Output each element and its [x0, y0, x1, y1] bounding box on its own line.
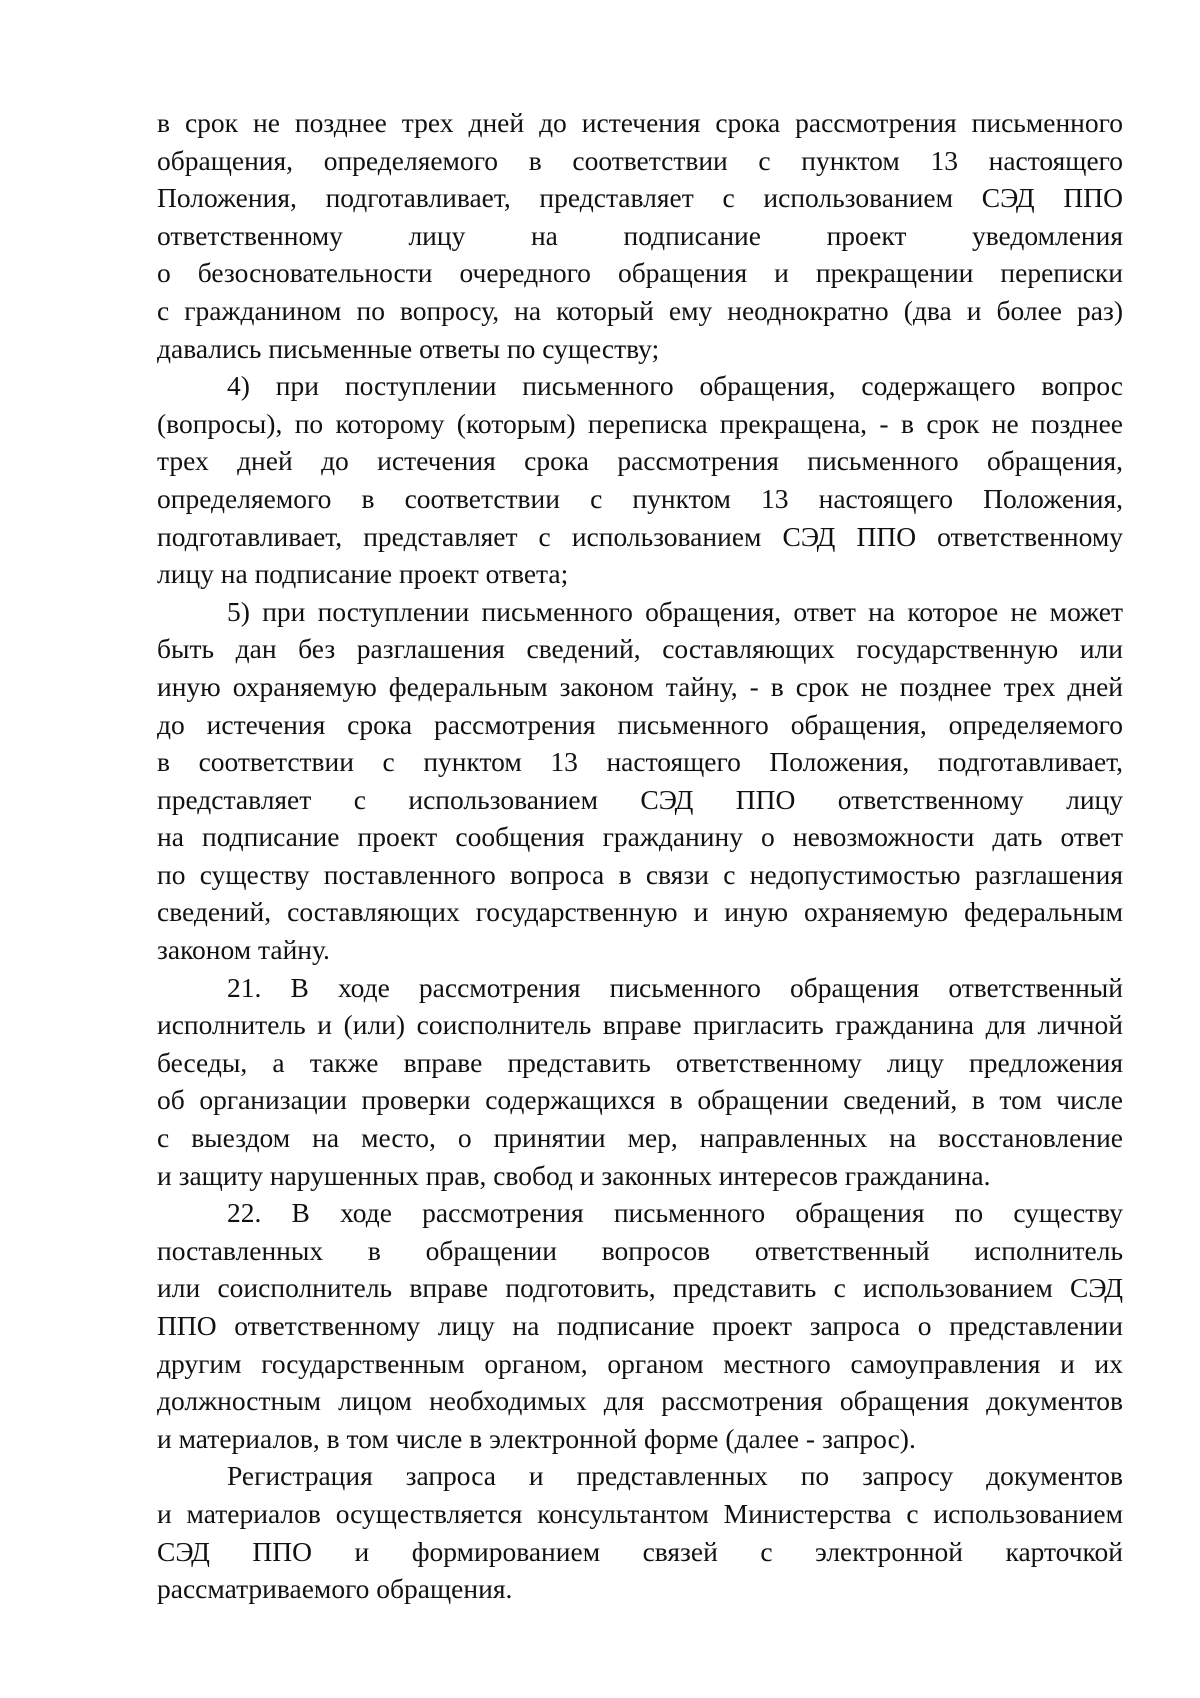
- text-line: о безосновательности очередного обращения и прекращении переписки: [157, 257, 1123, 289]
- text-line: давались письменные ответы по существу;: [157, 332, 660, 364]
- paragraph-item-4: [157, 367, 1123, 593]
- text-line: в срок не позднее трех дней до истечения срока рассмотрения письменного: [157, 107, 1123, 138]
- text-line: обращения, определяемого в соответствии с пунктом 13 настоящего: [157, 144, 1123, 176]
- text-line: с выездом на место, о принятии мер, направленных на восстановление: [157, 1122, 1123, 1154]
- text-line: иную охраняемую федеральным законом тайну, - в срок не позднее трех дней: [157, 670, 1123, 702]
- text-line: исполнитель и (или) соисполнитель вправе пригласить гражданина для личной: [157, 1009, 1123, 1041]
- paragraph-registration: [157, 1457, 1123, 1607]
- text-line: трех дней до истечения срока рассмотрения письменного обращения,: [157, 445, 1123, 477]
- text-line: до истечения срока рассмотрения письменного обращения, определяемого: [157, 708, 1123, 740]
- text-line: сведений, составляющих государственную и иную охраняемую федеральным: [157, 896, 1123, 928]
- paragraph-section-21: [157, 969, 1123, 1195]
- text-line: представляет с использованием СЭД ППО ответственному лицу: [157, 783, 1123, 815]
- text-line: подготавливает, представляет с использованием СЭД ППО ответственному: [157, 520, 1123, 552]
- document-page: [157, 104, 1123, 1608]
- text-line: СЭД ППО и формированием связей с электронной карточкой: [157, 1535, 1123, 1567]
- paragraph-section-22: [157, 1194, 1123, 1457]
- paragraph-item-5: [157, 593, 1123, 969]
- text-line: в соответствии с пунктом 13 настоящего Положения, подготавливает,: [157, 746, 1123, 778]
- text-line: на подписание проект сообщения гражданину о невозможности дать ответ: [157, 821, 1123, 853]
- text-line: лицу на подписание проект ответа;: [157, 558, 569, 590]
- text-line: другим государственным органом, органом местного самоуправления и их: [157, 1347, 1123, 1379]
- text-line: 4) при поступлении письменного обращения, содержащего вопрос: [227, 370, 1123, 402]
- text-line: должностным лицом необходимых для рассмотрения обращения документов: [157, 1385, 1123, 1417]
- text-line: об организации проверки содержащихся в обращении сведений, в том числе: [157, 1084, 1123, 1116]
- text-line: по существу поставленного вопроса в связи с недопустимостью разглашения: [157, 858, 1123, 890]
- text-line: ответственному лицу на подписание проект уведомления: [157, 219, 1123, 251]
- text-line: (вопросы), по которому (которым) переписка прекращена, - в срок не позднее: [157, 407, 1123, 439]
- text-line: с гражданином по вопросу, на который ему неоднократно (два и более раз): [157, 294, 1123, 326]
- text-line: ППО ответственному лицу на подписание проект запроса о представлении: [157, 1310, 1123, 1341]
- text-line: 5) при поступлении письменного обращения, ответ на которое не может: [227, 595, 1123, 627]
- text-line: 22. В ходе рассмотрения письменного обращения по существу: [227, 1197, 1123, 1229]
- text-line: определяемого в соответствии с пунктом 13 настоящего Положения,: [157, 482, 1123, 514]
- text-line: и материалов, в том числе в электронной форме (далее - запрос).: [157, 1422, 916, 1454]
- text-line: и материалов осуществляется консультантом Министерства с использованием: [157, 1497, 1123, 1529]
- text-line: беседы, а также вправе представить ответственному лицу предложения: [157, 1046, 1123, 1078]
- text-line: рассматриваемого обращения.: [157, 1573, 513, 1605]
- text-line: или соисполнитель вправе подготовить, представить с использованием СЭД: [157, 1272, 1123, 1304]
- text-line: быть дан без разглашения сведений, составляющих государственную или: [157, 633, 1123, 665]
- text-line: Положения, подготавливает, представляет с использованием СЭД ППО: [157, 182, 1123, 214]
- paragraph-continuation: [157, 104, 1123, 367]
- text-line: Регистрация запроса и представленных по запросу документов: [227, 1460, 1123, 1492]
- text-line: 21. В ходе рассмотрения письменного обращения ответственный: [227, 971, 1123, 1003]
- text-line: поставленных в обращении вопросов ответственный исполнитель: [157, 1234, 1123, 1266]
- text-line: законом тайну.: [157, 934, 330, 966]
- text-line: и защиту нарушенных прав, свобод и законных интересов гражданина.: [157, 1159, 991, 1191]
